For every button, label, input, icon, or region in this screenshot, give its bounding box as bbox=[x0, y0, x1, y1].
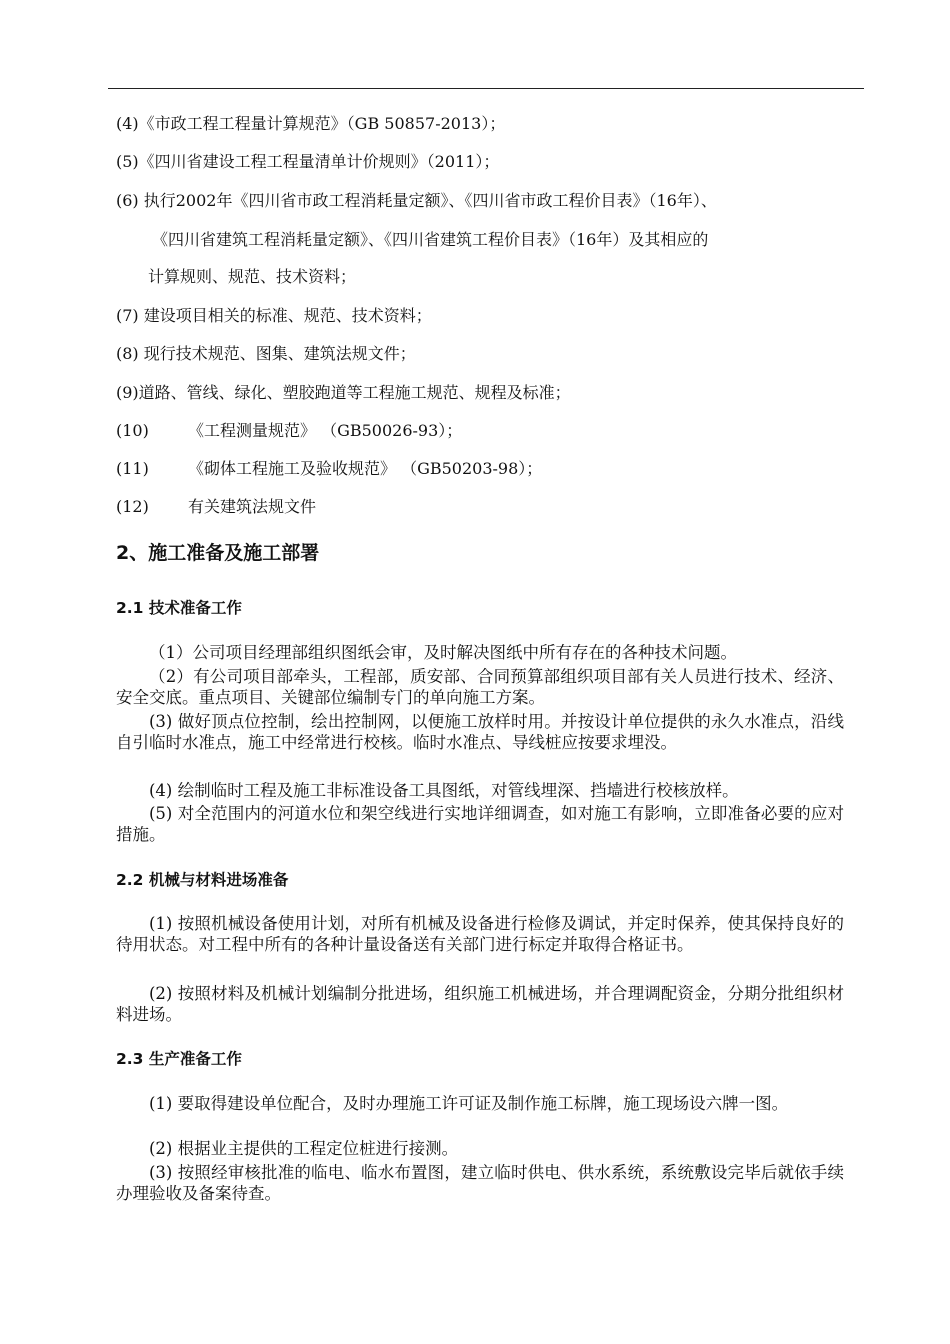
reference-text: 《工程测量规范》 （GB50026-93）； bbox=[188, 421, 463, 440]
reference-text: 《砌体工程施工及验收规范》 （GB50203-98）； bbox=[188, 459, 543, 478]
section-2-2-heading: 2.2 机械与材料进场准备 bbox=[116, 871, 289, 889]
section-2-heading: 2、施工准备及施工部署 bbox=[116, 542, 320, 564]
reference-item-6-line-1: (6) 执行2002年《四川省市政工程消耗量定额》、《四川省市政工程价目表》（16年）、 bbox=[116, 191, 717, 210]
reference-item-4: (4)《市政工程工程量计算规范》（GB 50857-2013）； bbox=[116, 114, 506, 133]
section-2-1-paragraph-4: (4) 绘制临时工程及施工非标准设备工具图纸，对管线埋深、挡墙进行校核放样。 bbox=[149, 781, 739, 800]
section-2-3-paragraph-3: (3) 按照经审核批准的临电、临水布置图，建立临时供电、供水系统，系统敷设完毕后就依手续办理验收及备案待查。 bbox=[116, 1163, 844, 1203]
section-2-2-paragraph-1: (1) 按照机械设备使用计划，对所有机械及设备进行检修及调试，并定时保养，使其保持良好的待用状态。对工程中所有的各种计量设备送有关部门进行标定并取得合格证书。 bbox=[116, 914, 844, 954]
section-2-2-paragraph-2: (2) 按照材料及机械计划编制分批进场，组织施工机械进场，并合理调配资金，分期分批组织材料进场。 bbox=[116, 984, 844, 1024]
reference-item-11 bbox=[116, 459, 542, 479]
reference-item-10 bbox=[116, 421, 462, 441]
reference-item-7: (7) 建设项目相关的标准、规范、技术资料； bbox=[116, 306, 432, 325]
reference-item-6-line-3: 计算规则、规范、技术资料； bbox=[148, 267, 357, 286]
section-2-1-paragraph-2: （2）有公司项目部牵头，工程部，质安部、合同预算部组织项目部有关人员进行技术、经济、安全交底。重点项目、关键部位编制专门的单向施工方案。 bbox=[116, 667, 844, 707]
header-rule bbox=[108, 88, 864, 89]
section-2-1-paragraph-5: (5) 对全范围内的河道水位和架空线进行实地详细调查，如对施工有影响，立即准备必要的应对措施。 bbox=[116, 804, 844, 844]
section-2-3-paragraph-1: (1) 要取得建设单位配合，及时办理施工许可证及制作施工标牌，施工现场设六牌一图。 bbox=[149, 1094, 789, 1113]
section-2-1-paragraph-1: （1）公司项目经理部组织图纸会审，及时解决图纸中所有存在的各种技术问题。 bbox=[149, 643, 737, 662]
reference-number: (11) bbox=[116, 459, 149, 478]
reference-number: (12) bbox=[116, 497, 149, 516]
reference-number: (10) bbox=[116, 421, 149, 440]
section-2-1-paragraph-3: (3) 做好顶点位控制，绘出控制网，以便施工放样时用。并按设计单位提供的永久水准点，沿线自引临时水准点，施工中经常进行校核。临时水准点、导线桩应按要求埋没。 bbox=[116, 712, 844, 752]
reference-text: 有关建筑法规文件 bbox=[188, 497, 317, 516]
reference-item-8: (8) 现行技术规范、图集、建筑法规文件； bbox=[116, 344, 416, 363]
reference-item-12 bbox=[116, 497, 316, 517]
section-2-3-heading: 2.3 生产准备工作 bbox=[116, 1050, 242, 1068]
section-2-1-heading: 2.1 技术准备工作 bbox=[116, 599, 242, 617]
reference-item-9: (9)道路、管线、绿化、塑胶跑道等工程施工规范、规程及标准； bbox=[116, 383, 571, 402]
reference-item-6-line-2: 《四川省建筑工程消耗量定额》、《四川省建筑工程价目表》（16年）及其相应的 bbox=[152, 230, 709, 249]
section-2-3-paragraph-2: (2) 根据业主提供的工程定位桩进行接测。 bbox=[149, 1139, 459, 1158]
reference-item-5: (5)《四川省建设工程工程量清单计价规则》（2011）； bbox=[116, 152, 500, 171]
